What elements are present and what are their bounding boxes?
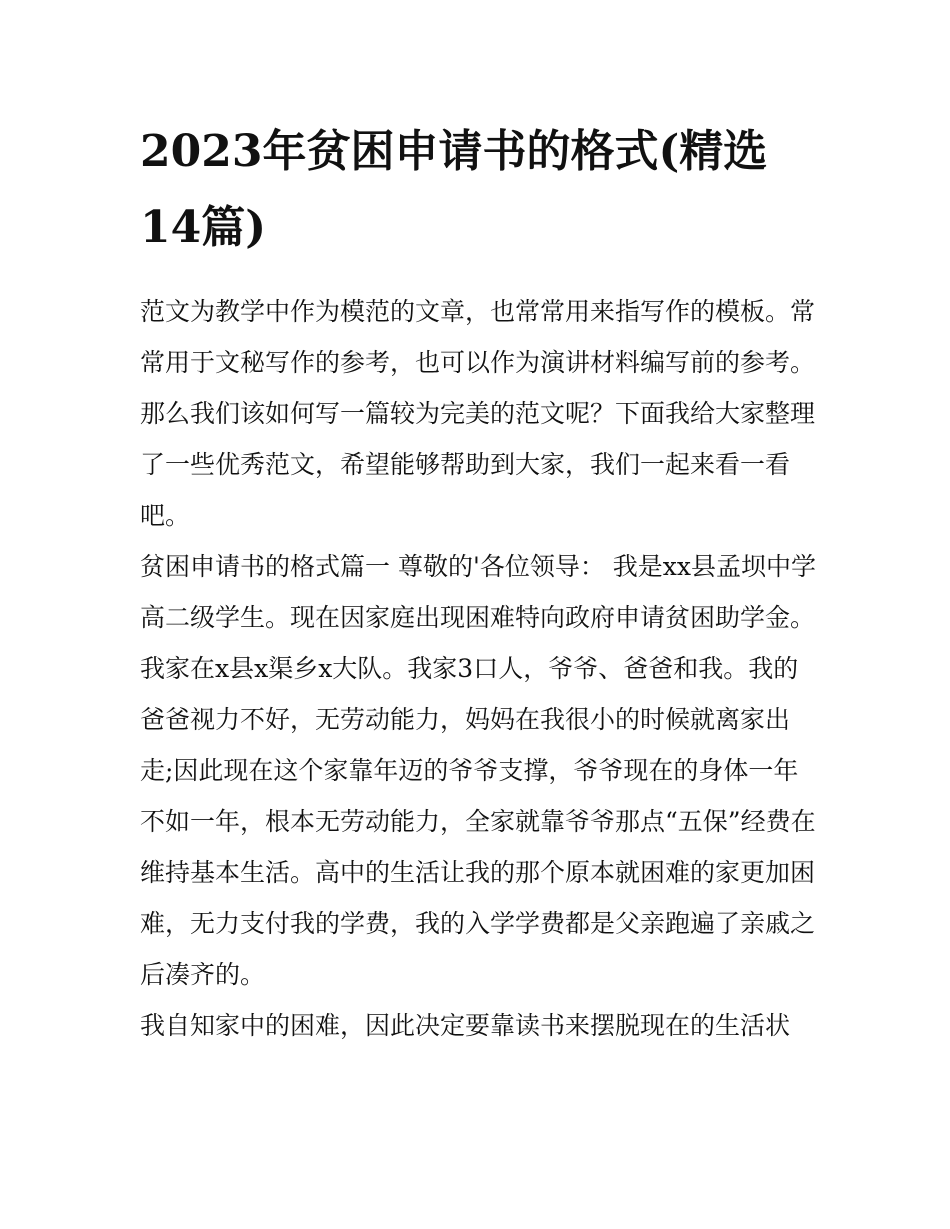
- paragraph-application-header: 贫困申请书的格式篇一 尊敬的'各位领导： 我是xx县孟坝中学高二级学生。现在因家庭出现困难特向政府申请贫困助学金。: [140, 552, 816, 632]
- paragraph-intro: 范文为教学中作为模范的文章，也常常用来指写作的模板。常常用于文秘写作的参考，也可以作为演讲材料编写前的参考。那么我们该如何写一篇较为完美的范文呢？下面我给大家整理了一些优秀范文，希望能够帮助到大家，我们一起来看一看吧。: [140, 297, 816, 530]
- document-page: [140, 0, 820, 1229]
- document-title: 2023年贫困申请书的格式(精选14篇): [140, 126, 768, 253]
- document-body: [140, 286, 820, 1051]
- paragraph-family-situation: 我家在x县x渠乡x大队。我家3口人，爷爷、爸爸和我。我的爸爸视力不好，无劳动能力，妈妈在我很小的时候就离家出走;因此现在这个家靠年迈的爷爷支撑，爷爷现在的身体一年不如一年，根本无劳动能力，全家就靠爷爷那点“五保”经费在维持基本生活。高中的生活让我的那个原本就困难的家更加困难，无力支付我的学费，我的入学学费都是父亲跑遍了亲戚之后凑齐的。: [140, 654, 816, 989]
- paragraph-resolution: 我自知家中的困难，因此决定要靠读书来摆脱现在的生活状: [140, 1011, 791, 1040]
